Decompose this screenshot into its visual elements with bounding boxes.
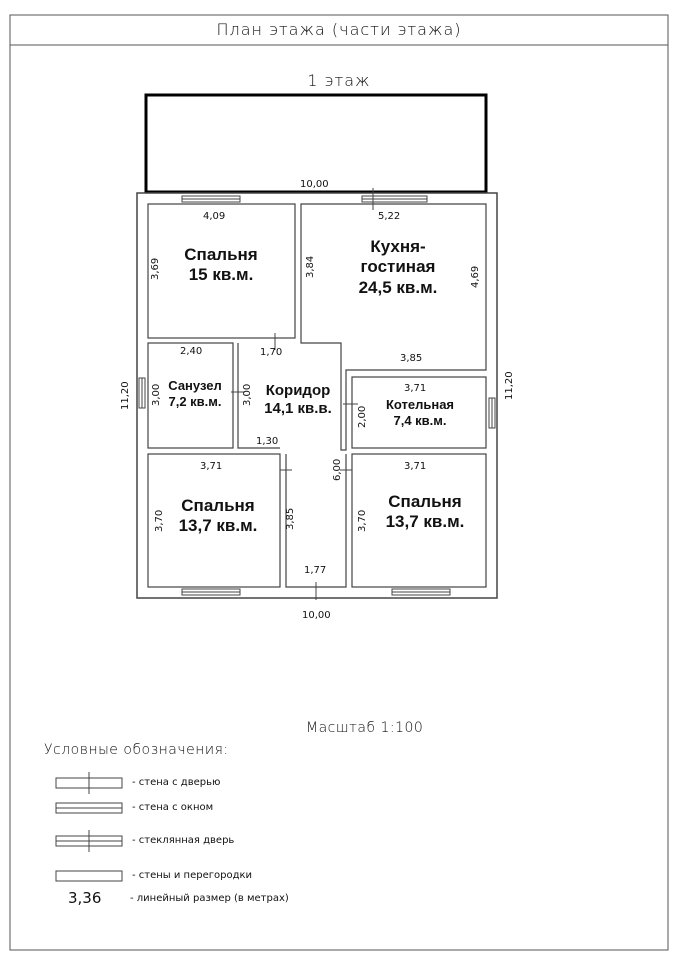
room-name: Спальня: [184, 245, 258, 264]
dim-left-total: 11,20: [120, 381, 131, 410]
room-label-boiler: [370, 397, 470, 428]
dim-corridor-top: 1,70: [260, 347, 283, 358]
room-label-bedroom-1: [158, 245, 284, 286]
dim-kitchen-right-height: 4,69: [470, 265, 481, 288]
dim-top-total: 10,00: [300, 179, 329, 190]
dim-bedroom3-width: 3,71: [404, 461, 427, 472]
room-label-kitchen: [330, 237, 466, 298]
room-area: 7,4 кв.м.: [393, 412, 447, 428]
dim-bath-width: 2,40: [180, 346, 203, 357]
legend-item-door-wall: - стена с дверью: [132, 777, 221, 788]
room-label-bedroom-2: [158, 496, 278, 537]
room-area: 15 кв.м.: [188, 265, 254, 285]
room-name: Котельная: [385, 397, 455, 412]
legend-title: Условные обозначения:: [44, 742, 229, 758]
room-label-bath: [158, 378, 232, 409]
room-area: 7,2 кв.м.: [168, 393, 222, 409]
legend-symbols: [56, 772, 122, 881]
dim-bottom-total: 10,00: [302, 610, 331, 621]
legend-item-dimension: - линейный размер (в метрах): [130, 893, 289, 904]
dim-boiler-width: 3,71: [404, 383, 427, 394]
room-area: 24,5 кв.м.: [358, 277, 438, 297]
legend-item-window-wall: - стена с окном: [132, 802, 214, 813]
dim-right-total: 11,20: [504, 371, 515, 400]
room-area: 14,1 кв.в.: [264, 400, 332, 417]
room-area: 13,7 кв.м.: [178, 516, 258, 536]
terrace: [146, 95, 486, 192]
dim-bedroom1-width: 4,09: [203, 211, 226, 222]
room-name: Коридор: [265, 382, 331, 399]
dim-bedroom2-height: 3,70: [154, 509, 165, 532]
scale-label: Масштаб 1:100: [306, 720, 424, 736]
room-label-corridor: [248, 382, 348, 418]
floor-label: 1 этаж: [307, 71, 371, 90]
room-label-bedroom-3: [364, 492, 486, 533]
dim-kitchen-width: 5,22: [378, 211, 401, 222]
dim-right-inner-height: 6,00: [332, 458, 343, 481]
room-name: Кухня-: [370, 237, 426, 256]
dim-boiler-height: 2,00: [357, 405, 368, 428]
room-name: Спальня: [181, 496, 255, 515]
dim-corridor-height: 3,00: [242, 383, 253, 406]
dim-bath-height: 3,00: [151, 383, 162, 406]
dim-bedroom1-height: 3,69: [150, 257, 161, 280]
dim-kitchen-bottom: 3,85: [400, 353, 423, 364]
legend-item-walls: - стены и перегородки: [132, 870, 253, 881]
dim-bedroom3-height: 3,70: [357, 509, 368, 532]
legend-sample-dimension: 3,36: [68, 889, 102, 907]
dim-bedroom2-width: 3,71: [200, 461, 223, 472]
dim-kitchen-left-height: 3,84: [305, 255, 316, 278]
dim-corridor-lower: 1,30: [256, 436, 279, 447]
dim-passage-width: 1,77: [304, 565, 327, 576]
room-name: Санузел: [168, 378, 222, 393]
dim-passage-height: 3,85: [285, 507, 296, 530]
room-name-2: гостиная: [360, 257, 436, 277]
room-name: Спальня: [388, 492, 462, 511]
room-area: 13,7 кв.м.: [385, 512, 465, 532]
legend-item-glass-door: - стеклянная дверь: [132, 835, 235, 846]
sheet-title: План этажа (части этажа): [216, 20, 462, 39]
